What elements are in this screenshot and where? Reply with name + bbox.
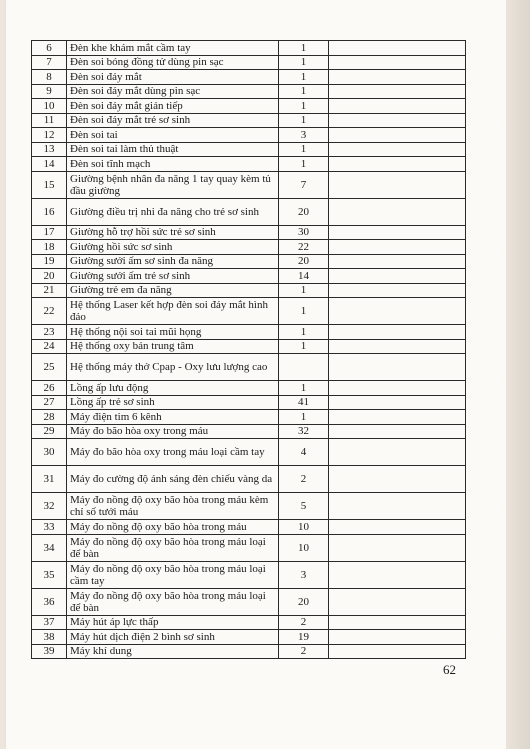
item-quantity: 1: [279, 283, 329, 298]
item-note: [329, 561, 466, 588]
table-row: [32, 142, 466, 157]
item-name: Hệ thống oxy bán trung tâm: [67, 339, 279, 354]
item-quantity: 22: [279, 240, 329, 255]
item-name: Đèn soi bóng đồng tử dùng pin sạc: [67, 55, 279, 70]
item-name: Giường sưởi ấm trẻ sơ sinh: [67, 269, 279, 284]
table-row: [32, 325, 466, 340]
item-note: [329, 630, 466, 645]
equipment-table: [31, 40, 466, 659]
page-number: 62: [443, 662, 456, 677]
table-row: [32, 55, 466, 70]
item-name: Máy đo cường độ ánh sáng đèn chiếu vàng da: [67, 466, 279, 493]
item-name: Giường trẻ em đa năng: [67, 283, 279, 298]
row-number: 30: [32, 439, 67, 466]
item-note: [329, 493, 466, 520]
table-row: [32, 534, 466, 561]
table-row: [32, 283, 466, 298]
item-name: Lồng ấp lưu động: [67, 381, 279, 396]
row-number: 25: [32, 354, 67, 381]
item-note: [329, 615, 466, 630]
item-quantity: 7: [279, 171, 329, 198]
item-name: Đèn soi đáy mắt: [67, 70, 279, 85]
item-name: Hệ thống Laser kết hợp đèn soi đáy mắt hình đảo: [67, 298, 279, 325]
row-number: 11: [32, 113, 67, 128]
item-name: Máy đo bão hòa oxy trong máu: [67, 424, 279, 439]
item-name: Giường điều trị nhi đa năng cho trẻ sơ sinh: [67, 198, 279, 225]
table-row: [32, 225, 466, 240]
row-number: 23: [32, 325, 67, 340]
item-note: [329, 298, 466, 325]
item-note: [329, 84, 466, 99]
item-name: Giường bệnh nhân đa năng 1 tay quay kèm tủ đầu giường: [67, 171, 279, 198]
row-number: 8: [32, 70, 67, 85]
item-note: [329, 240, 466, 255]
row-number: 34: [32, 534, 67, 561]
item-note: [329, 410, 466, 425]
table-row: [32, 99, 466, 114]
table-row: [32, 561, 466, 588]
item-name: Đèn soi tai: [67, 128, 279, 143]
row-number: 13: [32, 142, 67, 157]
item-quantity: 1: [279, 70, 329, 85]
table-row: [32, 269, 466, 284]
item-name: Máy đo nồng độ oxy bão hòa trong máu loại để bàn: [67, 588, 279, 615]
item-quantity: 1: [279, 142, 329, 157]
row-number: 20: [32, 269, 67, 284]
table-row: [32, 466, 466, 493]
equipment-table-body: [32, 41, 466, 659]
item-quantity: 19: [279, 630, 329, 645]
item-note: [329, 534, 466, 561]
item-note: [329, 198, 466, 225]
item-note: [329, 354, 466, 381]
item-name: Máy đo nồng độ oxy bão hòa trong máu: [67, 520, 279, 535]
row-number: 33: [32, 520, 67, 535]
item-quantity: 2: [279, 615, 329, 630]
item-note: [329, 142, 466, 157]
table-row: [32, 520, 466, 535]
document-page: [6, 0, 506, 749]
page-edge: [506, 0, 530, 749]
item-note: [329, 395, 466, 410]
table-row: [32, 339, 466, 354]
item-quantity: 2: [279, 466, 329, 493]
item-name: Đèn soi tai làm thủ thuật: [67, 142, 279, 157]
item-name: Giường hồi sức sơ sinh: [67, 240, 279, 255]
item-quantity: 1: [279, 339, 329, 354]
table-row: [32, 254, 466, 269]
item-name: Máy hút dịch điện 2 bình sơ sinh: [67, 630, 279, 645]
table-row: [32, 424, 466, 439]
item-name: Máy đo nồng độ oxy bão hòa trong máu kèm chỉ số tưới máu: [67, 493, 279, 520]
row-number: 28: [32, 410, 67, 425]
item-note: [329, 644, 466, 659]
row-number: 6: [32, 41, 67, 56]
item-note: [329, 113, 466, 128]
table-row: [32, 381, 466, 396]
item-quantity: 1: [279, 381, 329, 396]
item-name: Đèn soi đáy mắt gián tiếp: [67, 99, 279, 114]
item-quantity: 10: [279, 520, 329, 535]
item-quantity: 20: [279, 254, 329, 269]
row-number: 14: [32, 157, 67, 172]
table-row: [32, 298, 466, 325]
item-name: Máy hút áp lực thấp: [67, 615, 279, 630]
item-note: [329, 70, 466, 85]
item-quantity: 32: [279, 424, 329, 439]
item-name: Đèn soi đáy mắt dùng pin sạc: [67, 84, 279, 99]
item-quantity: 10: [279, 534, 329, 561]
table-row: [32, 113, 466, 128]
table-row: [32, 70, 466, 85]
item-quantity: 30: [279, 225, 329, 240]
row-number: 12: [32, 128, 67, 143]
table-row: [32, 128, 466, 143]
item-name: Giường sưởi ấm sơ sinh đa năng: [67, 254, 279, 269]
row-number: 10: [32, 99, 67, 114]
row-number: 38: [32, 630, 67, 645]
item-name: Đèn soi tĩnh mạch: [67, 157, 279, 172]
item-quantity: 1: [279, 298, 329, 325]
item-quantity: 20: [279, 198, 329, 225]
table-row: [32, 354, 466, 381]
table-row: [32, 41, 466, 56]
item-note: [329, 424, 466, 439]
item-quantity: 20: [279, 588, 329, 615]
item-name: Hệ thống máy thở Cpap - Oxy lưu lượng cao: [67, 354, 279, 381]
table-row: [32, 84, 466, 99]
item-quantity: 1: [279, 410, 329, 425]
row-number: 36: [32, 588, 67, 615]
item-quantity: 3: [279, 128, 329, 143]
table-row: [32, 157, 466, 172]
row-number: 19: [32, 254, 67, 269]
item-quantity: 4: [279, 439, 329, 466]
table-row: [32, 439, 466, 466]
table-row: [32, 615, 466, 630]
row-number: 17: [32, 225, 67, 240]
row-number: 9: [32, 84, 67, 99]
item-note: [329, 325, 466, 340]
row-number: 35: [32, 561, 67, 588]
table-row: [32, 493, 466, 520]
item-quantity: 2: [279, 644, 329, 659]
row-number: 16: [32, 198, 67, 225]
item-note: [329, 339, 466, 354]
item-note: [329, 520, 466, 535]
row-number: 26: [32, 381, 67, 396]
table-row: [32, 240, 466, 255]
item-note: [329, 41, 466, 56]
item-note: [329, 157, 466, 172]
item-name: Máy đo nồng độ oxy bão hòa trong máu loại để bàn: [67, 534, 279, 561]
table-row: [32, 395, 466, 410]
table-row: [32, 171, 466, 198]
item-note: [329, 225, 466, 240]
item-name: Lồng ấp trẻ sơ sinh: [67, 395, 279, 410]
row-number: 7: [32, 55, 67, 70]
row-number: 32: [32, 493, 67, 520]
item-quantity: 1: [279, 99, 329, 114]
table-row: [32, 410, 466, 425]
item-name: Máy đo bão hòa oxy trong máu loại cầm tay: [67, 439, 279, 466]
item-note: [329, 588, 466, 615]
item-name: Máy điện tim 6 kênh: [67, 410, 279, 425]
row-number: 22: [32, 298, 67, 325]
item-quantity: 5: [279, 493, 329, 520]
item-name: Máy khí dung: [67, 644, 279, 659]
item-note: [329, 283, 466, 298]
item-quantity: 1: [279, 55, 329, 70]
item-quantity: [279, 354, 329, 381]
table-row: [32, 198, 466, 225]
item-quantity: 41: [279, 395, 329, 410]
item-note: [329, 55, 466, 70]
item-quantity: 1: [279, 84, 329, 99]
item-note: [329, 269, 466, 284]
item-name: Hệ thống nội soi tai mũi họng: [67, 325, 279, 340]
table-row: [32, 644, 466, 659]
row-number: 15: [32, 171, 67, 198]
item-quantity: 1: [279, 113, 329, 128]
item-quantity: 3: [279, 561, 329, 588]
item-name: Đèn soi đáy mắt trẻ sơ sinh: [67, 113, 279, 128]
row-number: 24: [32, 339, 67, 354]
item-name: Máy đo nồng độ oxy bão hòa trong máu loại cầm tay: [67, 561, 279, 588]
row-number: 31: [32, 466, 67, 493]
item-note: [329, 381, 466, 396]
item-note: [329, 128, 466, 143]
item-note: [329, 99, 466, 114]
item-note: [329, 466, 466, 493]
table-row: [32, 630, 466, 645]
row-number: 27: [32, 395, 67, 410]
row-number: 39: [32, 644, 67, 659]
item-quantity: 14: [279, 269, 329, 284]
item-name: Đèn khe khám mắt cầm tay: [67, 41, 279, 56]
row-number: 37: [32, 615, 67, 630]
table-row: [32, 588, 466, 615]
item-quantity: 1: [279, 157, 329, 172]
item-name: Giường hỗ trợ hồi sức trẻ sơ sinh: [67, 225, 279, 240]
item-quantity: 1: [279, 41, 329, 56]
row-number: 21: [32, 283, 67, 298]
item-note: [329, 171, 466, 198]
item-note: [329, 439, 466, 466]
item-note: [329, 254, 466, 269]
item-quantity: 1: [279, 325, 329, 340]
row-number: 29: [32, 424, 67, 439]
row-number: 18: [32, 240, 67, 255]
